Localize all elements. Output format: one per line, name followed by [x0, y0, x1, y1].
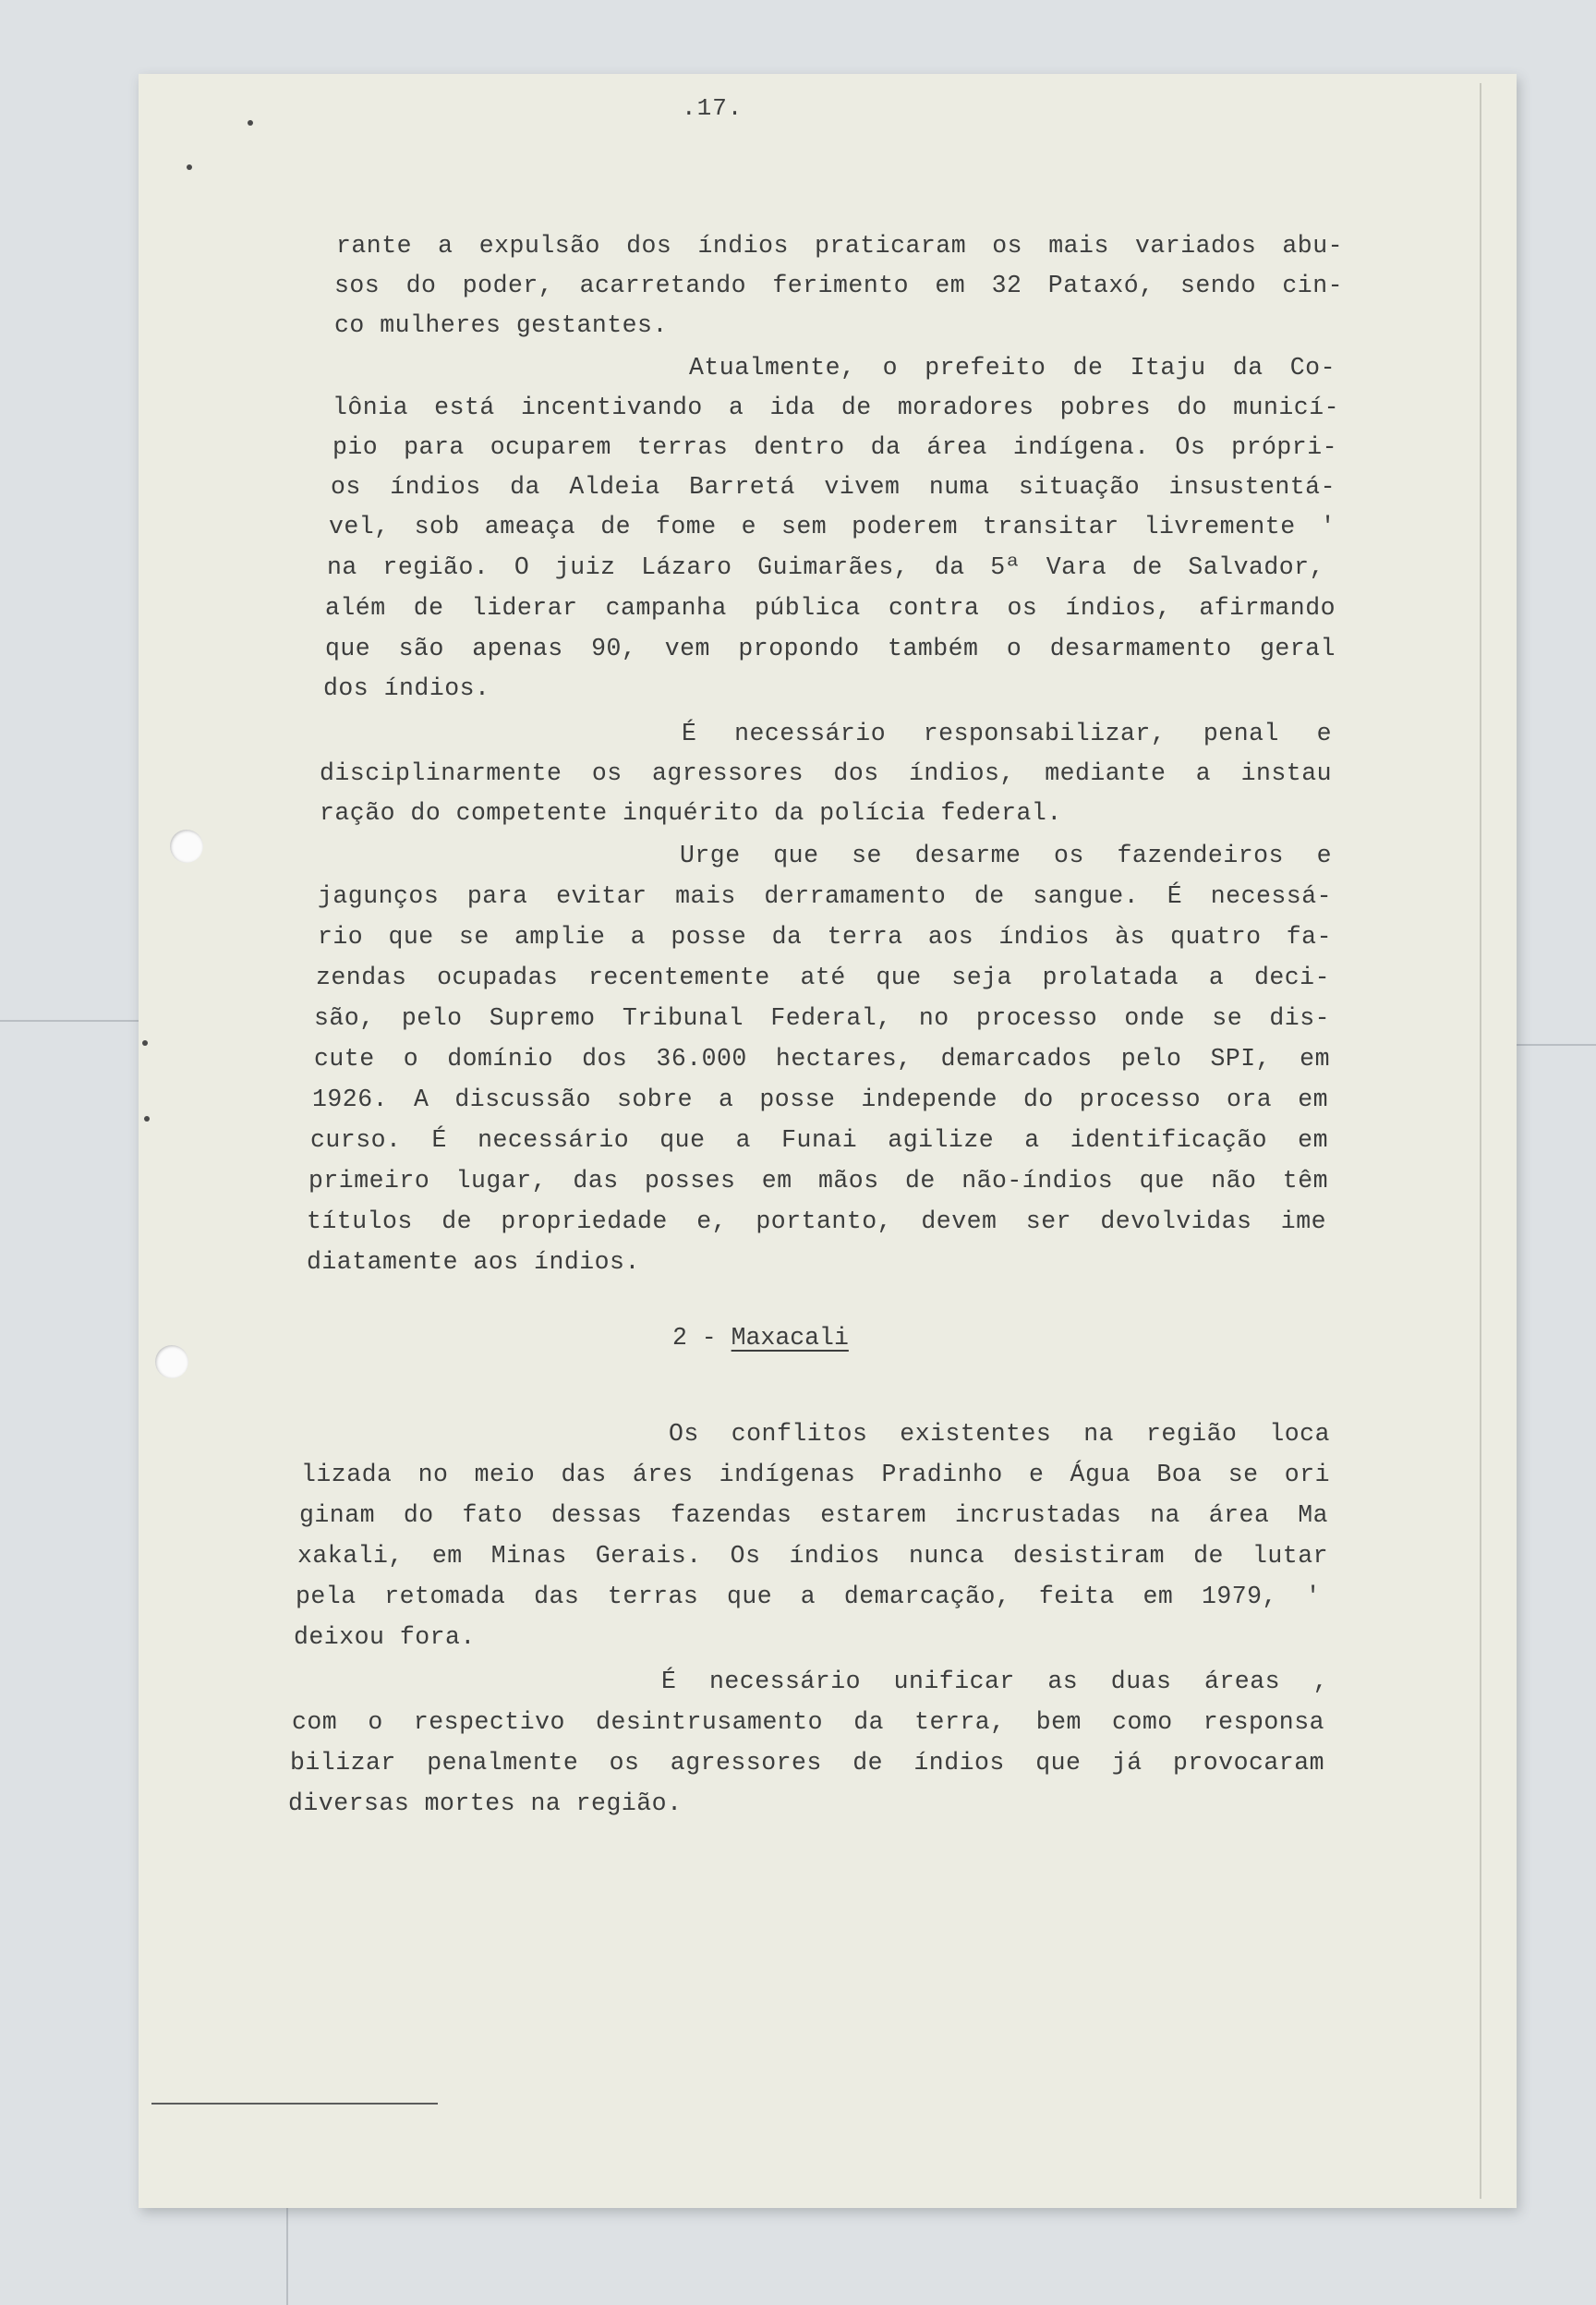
section-title: Maxacali — [731, 1324, 849, 1352]
body-text-line: sos do poder, acarretando ferimento em 32 Pataxó, sendo cin- — [334, 272, 1343, 299]
body-text-line: rio que se amplie a posse da terra aos índios às quatro fa- — [318, 923, 1332, 951]
backdrop-seam — [286, 2208, 288, 2305]
section-heading — [672, 1323, 849, 1353]
body-text-line: ginam do fato dessas fazendas estarem incrustadas na área Ma — [299, 1501, 1328, 1529]
body-text-line: são, pelo Supremo Tribunal Federal, no processo onde se dis- — [314, 1004, 1330, 1032]
body-text-line: lônia está incentivando a ida de moradores pobres do municí- — [332, 394, 1339, 421]
body-text-line: É necessário responsabilizar, penal e — [682, 720, 1332, 747]
ink-speck — [248, 120, 253, 126]
body-text-line: curso. É necessário que a Funai agilize a identificação em — [310, 1126, 1328, 1154]
body-text-line: lizada no meio das áres indígenas Pradinho e Água Boa se ori — [301, 1461, 1330, 1488]
ink-speck — [142, 1040, 148, 1046]
body-text-line: Os conflitos existentes na região loca — [669, 1420, 1330, 1448]
punch-hole — [170, 830, 203, 863]
footnote-rule — [151, 2103, 438, 2105]
body-text-line: além de liderar campanha pública contra os índios, afirmando — [325, 594, 1336, 622]
backdrop-seam — [1517, 1044, 1596, 1046]
body-text-line: pela retomada das terras que a demarcação, feita em 1979, ' — [296, 1583, 1321, 1610]
page-edge-fold — [1480, 83, 1481, 2199]
body-text-line: 1926. A discussão sobre a posse independe do processo ora em — [312, 1086, 1328, 1113]
body-text-line: bilizar penalmente os agressores de índios que já provocaram — [290, 1749, 1324, 1777]
backdrop-seam — [0, 1020, 139, 1022]
page-number: .17. — [682, 94, 744, 122]
body-text-line: que são apenas 90, vem propondo também o desarmamento geral — [325, 635, 1336, 662]
body-text-line: É necessário unificar as duas áreas , — [661, 1668, 1328, 1695]
ink-speck — [144, 1116, 150, 1122]
punch-hole — [155, 1345, 188, 1378]
body-text-line: zendas ocupadas recentemente até que seja prolatada a deci- — [316, 964, 1330, 991]
ink-speck — [187, 164, 192, 170]
body-text-line: co mulheres gestantes. — [334, 311, 668, 339]
body-text-line: os índios da Aldeia Barretá vivem numa situação insustentá- — [331, 473, 1336, 501]
body-text-line: na região. O juiz Lázaro Guimarães, da 5ª Vara de Salvador, — [327, 553, 1324, 581]
body-text-line: com o respectivo desintrusamento da terra, bem como responsa — [292, 1708, 1324, 1736]
body-text-line: cute o domínio dos 36.000 hectares, demarcados pelo SPI, em — [314, 1045, 1330, 1073]
body-text-line: diatamente aos índios. — [307, 1248, 640, 1276]
section-number: 2 - — [672, 1324, 732, 1352]
document-page — [139, 74, 1517, 2208]
body-text-line: Atualmente, o prefeito de Itaju da Co- — [689, 354, 1336, 382]
body-text-line: títulos de propriedade e, portanto, devem ser devolvidas ime — [307, 1207, 1326, 1235]
body-text-line: xakali, em Minas Gerais. Os índios nunca desistiram de lutar — [297, 1542, 1328, 1570]
body-text-line: deixou fora. — [294, 1623, 476, 1651]
body-text-line: pio para ocuparem terras dentro da área indígena. Os própri- — [332, 433, 1337, 461]
body-text-line: dos índios. — [323, 674, 490, 702]
body-text-line: diversas mortes na região. — [288, 1789, 683, 1817]
body-text-line: primeiro lugar, das posses em mãos de não-índios que não têm — [308, 1167, 1328, 1195]
body-text-line: ração do competente inquérito da polícia federal. — [320, 799, 1062, 827]
body-text-line: vel, sob ameaça de fome e sem poderem transitar livremente ' — [329, 513, 1336, 540]
body-text-line: jagunços para evitar mais derramamento de sangue. É necessá- — [318, 882, 1332, 910]
body-text-line: disciplinarmente os agressores dos índios, mediante a instau — [320, 759, 1332, 787]
body-text-line: rante a expulsão dos índios praticaram os mais variados abu- — [336, 232, 1343, 260]
body-text-line: Urge que se desarme os fazendeiros e — [680, 842, 1332, 869]
